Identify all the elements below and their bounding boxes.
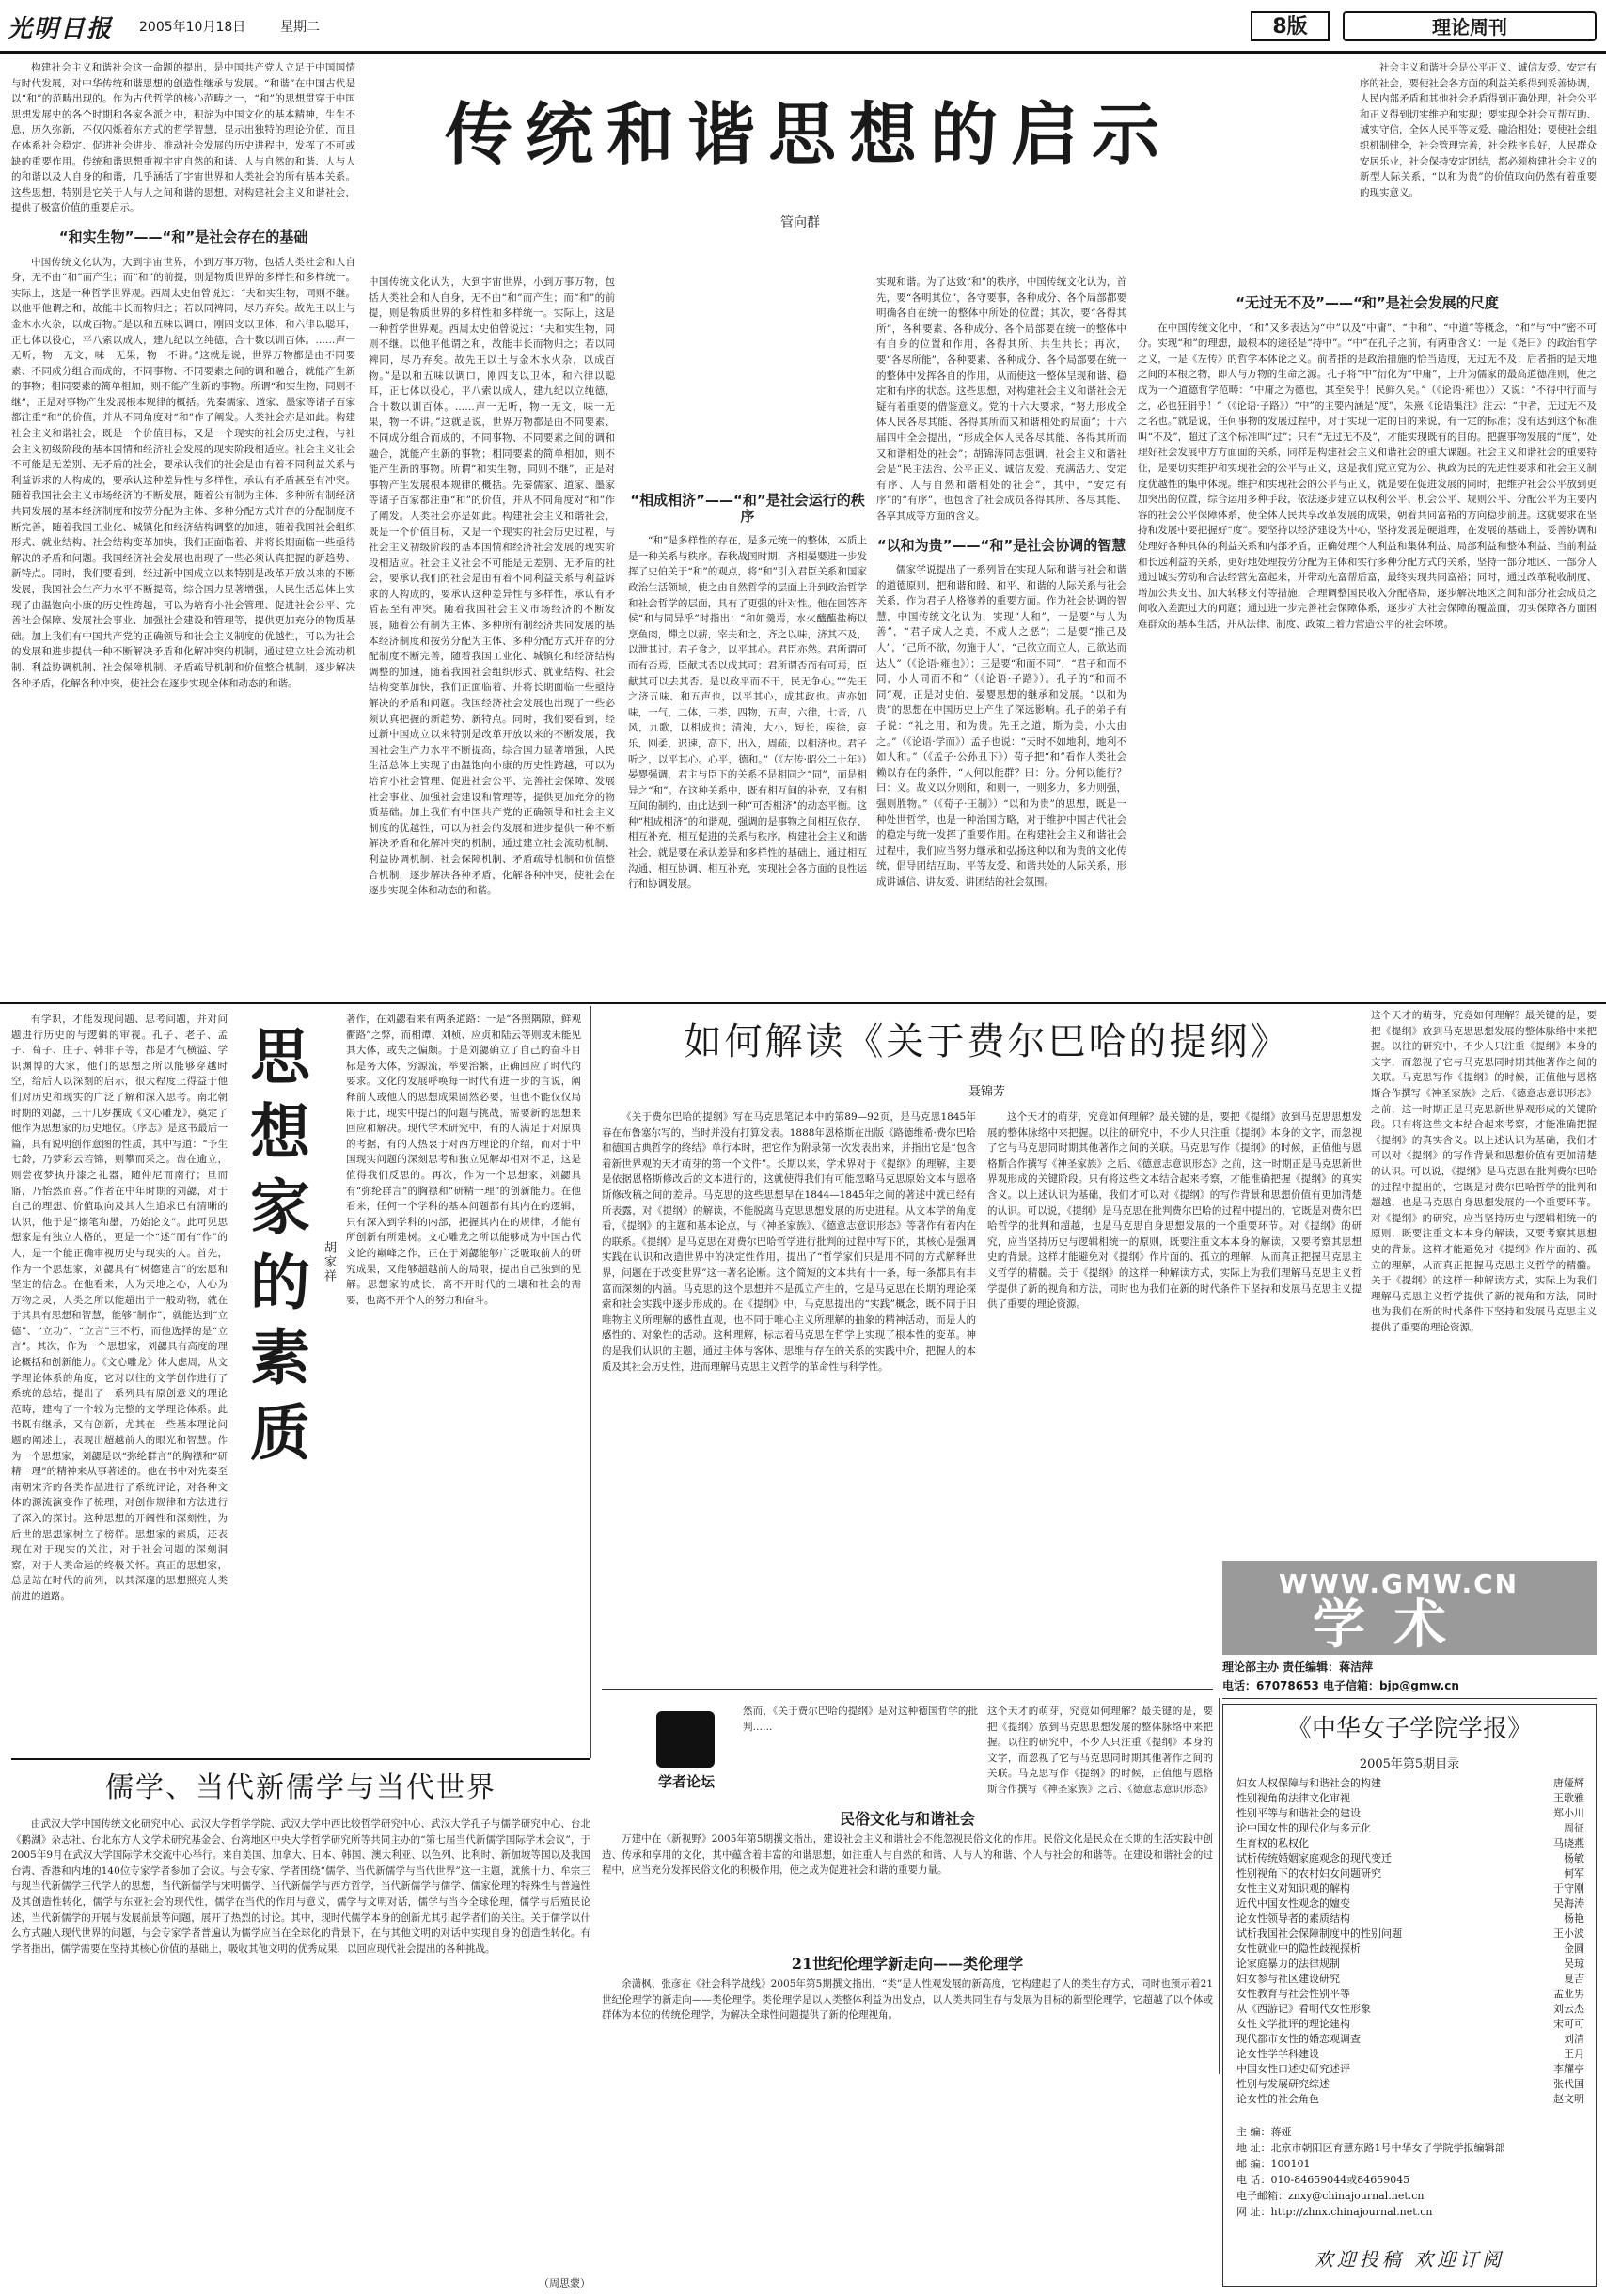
article-4-top-rule [11,1758,590,1760]
issue-date: 2005年10月18日 [139,20,246,35]
journal-toc-item [1236,1821,1584,1836]
journal-toc-author: 唐娅辉 [1553,1777,1584,1789]
journal-toc-item [1236,1911,1584,1926]
journal-toc-title: 现代都市女性的婚恋观调查 [1236,2033,1361,2045]
journal-toc-title: 论女性领导者的素质结构 [1236,1912,1350,1925]
journal-toc-author: 马晓燕 [1553,1837,1584,1849]
article-1-subhead-3: “以和为贵”——“和”是社会协调的智慧 [876,536,1126,554]
journal-toc-title: 论女性学学科建设 [1236,2048,1319,2060]
journal-toc-author: 孟亚男 [1553,1988,1584,2000]
article-1-body-3: 实现和谐。为了达致“和”的秩序，中国传统文化认为，首先，要“各明其位”，各守要事，各种成分、各个局部都要明确各自在统一的整体中所处的位置；其次，要“各得其所”，各种要素、各种成分、各个局部要在统一的整体中有自身的位置和作用，各得其所、共生共长；再次，要“各尽所能”，各种要素、各种成分、各个局部要在统一的整体中发挥各自的作用，从而使这一整体呈现和谐、稳定和有序的状态。这些思想，对构建社会主义和谐社会无疑有着重要的借鉴意义。党的十六大要求，“努力形成全体人民各尽其能、各得其所而又和谐相处的局面”；十六届四中全会提出，“形成全体人民各尽其能、各得其所而又和谐相处的社会”；胡锦涛同志强调，社会主义和谐社会是“民主法治、公平正义、诚信友爱、充满活力、安定有序、人与自然和谐相处的社会”，其中，“安定有序”的“有序”，也包含了社会成员各得其所、各尽其能、各享其成等方面的含义。 [876,276,1126,522]
journal-toc-title: 中国女性口述史研究述评 [1236,2063,1350,2075]
journal-toc-item [1236,2047,1584,2062]
journal-title: 《中华女子学院学报》 [1286,1715,1532,1743]
journal-toc-author: 王歌雅 [1553,1792,1584,1804]
journal-slogan: 欢迎投稿 欢迎订阅 [1314,2248,1505,2271]
forum-intro-2 [987,1704,1213,1798]
journal-toc-title: 试析我国社会保障制度中的性别问题 [1236,1927,1402,1940]
forum-item-2-title: 21世纪伦理学新走向——类伦理学 [791,1955,1024,1973]
journal-toc-item [1236,1836,1584,1851]
journal-toc-item [1236,2002,1584,2017]
journal-toc-title: 女性教育与社会性别平等 [1236,1988,1350,2000]
forum-intro-text-2: 这个天才的萌芽，究竟如何理解？最关键的是，要把《提纲》放到马克思思想发展的整体脉络中来把握。以往的研究中，不少人只注重《提纲》本身的文字，而忽视了它与马克思同时期其他著作之间的关联。马克思写作《提纲》的时候，正值他与恩格斯合作撰写《神圣家族》之后、《德意志意识形态》 [987,1706,1213,1795]
journal-footer-line: 地 址：北京市朝阳区育慧东路1号中华女子学院学报编辑部 [1236,2142,1505,2154]
journal-toc-title: 从《西游记》看明代女性形象 [1236,2003,1371,2015]
journal-toc-item [1236,1866,1584,1881]
journal-toc-title: 性别与发展研究综述 [1236,2078,1330,2090]
journal-toc-item [1236,2092,1584,2107]
article-3-col-2 [987,1109,1362,1551]
forum-intro-text: 然而，《关于费尔巴哈的提纲》是对这种德国哲学的批判…… [743,1706,978,1733]
journal-toc-author: 张代国 [1553,2078,1584,2090]
page-number: 8版 [1251,11,1330,41]
article-1-bottom-rule [0,1002,1606,1004]
article-2-author [320,1241,337,1297]
forum-item-1-text: 万建中在《新视野》2005年第5期撰文指出，建设社会主义和谐社会不能忽视民俗文化的作用。民俗文化是民众在长期的生活实践中创造、传承和享用的文化，其中蕴含着丰富的和谐思想，如注重人与自然的和谐、人与人的和谐、个人与社会的和谐等。在建设和谐社会的过程中，应当充分发挥民俗文化的积极作用，使之成为促进社会和谐的重要力量。 [602,1833,1213,1877]
journal-toc-author: 刘清 [1564,2033,1584,2045]
journal-toc-author: 杨敏 [1564,1852,1584,1864]
article-1-intro: 构建社会主义和谐社会这一命题的提出，是中国共产党人立足于中国国情与时代发展，对中华传统和谐思想的创造性继承与发展。“和谐”在中国古代是以“和”的范畴出现的。作为古代哲学的核心范畴之一，“和”的思想贯穿于中国思想发展史的各个时期和各家各派之中，积淀为中国文化的基本精神，生生不息，历久弥新，不仅闪烁着东方式的哲学智慧，显示出独特的理论价值，而且在体系社会稳定、促进社会进步、推动社会发展的历史进程中，发挥了不可或缺的重要作用。传统和谐思想重视宇宙自然的和谐、人与自然的和谐、人与人的和谐以及人自身的和谐，几乎涵括了宇宙世界和人类社会的所有基本关系。这些思想，特别是它关于人与人之间和谐的思想，对构建社会主义和谐社会，提供了极富价值的重要启示。 [11,62,355,214]
journal-toc-title: 论家庭暴力的法律规制 [1236,1958,1340,1970]
journal-toc-title: 近代中国女性观念的嬗变 [1236,1897,1350,1910]
journal-toc-title: 妇女参与社区建设研究 [1236,1973,1340,1985]
article-2-body-2: 著作，在刘勰看来有两条道路：一是“各照隅隙，鲜观衢路”之弊，而相谭、刘桢、应贞和陆云等则或未能见其大体，或失之偏颇。于是刘勰确立了自己的奋斗目标是务大体，穷源流，举要治繁，正确回应了时代的要求。文化的发展呼唤每一时代有进一步的言说，阐释前人或他人的思想成果固然必要，但也不能仅仅局限于此，现实中提出的问题与挑战，需要新的思想来回应和解决。现代学术研究中，有的人满足于对原典的考据，有的人热衷于对西方理论的介绍，而对于中国现实问题的深刻思考和独立见解却相对不足，这是值得我们反思的。再次，作为一个思想家，刘勰具有“弥纶群言”的胸襟和“研精一理”的创新能力。在他看来，任何一个学科的基本问题都有其内在的逻辑，只有深入到学科的内部，把握其内在的规律，才能有所创新有所建树。文心雕龙之所以能够成为中国古代文论的巅峰之作，正在于刘勰能够广泛吸取前人的研究成果，又能够超越前人的局限，提出自己独到的见解。思想家的成长，离不开时代的土壤和社会的需要，也离不开个人的努力和奋斗。 [346,1014,581,1306]
newspaper-logo: 光明日报 [8,15,114,43]
journal-toc-title: 妇女人权保障与和谐社会的构建 [1236,1777,1381,1789]
article-3-col-1 [602,1109,976,1683]
journal-toc-title: 性别视角下的农村妇女问题研究 [1236,1867,1381,1879]
article-1-body-1-cont: 中国传统文化认为，大到宇宙世界，小到万事万物，包括人类社会和人自身，无不由“和”而产生；而“和”的前提，则是物质世界的多样性和多样统一。实际上，这是一种哲学世界观。西周太史伯曾说过：“夫和实生物，同则不继。以他平他谓之和，故能丰长而物归之；若以同裨同，尽乃弃矣。故先王以土与金木水火杂，以成百物。”是以和五味以调口，刚四支以卫体，和六律以聪耳，正七体以役心，平八索以成人，建九纪以立纯德，合十数以训百体。……声一无听，物一无文，味一无果，物一不讲。”这就是说，世界万物都是由不同要素、不同成分组合而成的，不同事物、不同要素之间的调和融合，就能产生新的事物；相同要素的简单相加，则不能产生新的事物。所谓“和实生物，同则不继”，正是对事物产生发展根本规律的概括。先秦儒家、道家、墨家等诸子百家都注重“和”的价值，并从不同角度对“和”作了阐发。人类社会亦是如此。构建社会主义和谐社会，既是一个价值目标，又是一个现实的社会历史过程，与社会主义初级阶段的基本国情和经济社会发展的现实阶段相适应。社会主义社会不可能是无差别、无矛盾的社会，要承认我们的社会是由有着不同利益关系与利益诉求的人构成的，要承认这种差异性与多样性，承认有矛盾甚至有冲突。随着我国社会主义市场经济的不断发展，随着公有制为主体、多种所有制经济共同发展的基本经济制度和按劳分配为主体、多种分配方式并存的分配制度不断完善，随着我国工业化、城镇化和经济结构调整的加速，随着我国社会组织形式、就业结构、社会结构变革加快，我们正面临着、并将长期面临一些亟待解决的矛盾和问题。我国经济社会发展也出现了一些必须认真把握的新趋势、新特点。同时，我们要看到，经过新中国成立以来特别是改革开放以来的不断发展，我国社会生产力水平不断提高，综合国力显著增强，人民生活总体上实现了由温饱向小康的历史性跨越，可以为培育小社会管理、促进社会公平、完善社会保障、发展社会事业、加强社会建设和管理等，提供更加充分的物质基础。加上我们有中国共产党的正确领导和社会主义制度的优越性，可以为社会的发展和进步提供一种不断解决矛盾和化解冲突的机制，通过建立社会流动机制、利益协调机制、社会保障机制、矛盾疏导机制和价值整合机制，逐步解决各种矛盾，化解各种冲突，使社会在逐步实现全体和动态的和谐。 [369,276,615,897]
journal-toc-title: 性别平等与和谐社会的建设 [1236,1807,1361,1819]
section-badge-label: 理论周刊 [1432,16,1507,39]
article-4-col [11,1816,590,2272]
journal-toc-author: 杨艳 [1564,1912,1584,1925]
article-3-body-3: 这个天才的萌芽，究竟如何理解？最关键的是，要把《提纲》放到马克思思想发展的整体脉络中来把握。以往的研究中，不少人只注重《提纲》本身的文字，而忽视了它与马克思同时期其他著作之间的关联。马克思写作《提纲》的时候，正值他与恩格斯合作撰写《神圣家族》之后、《德意志意识形态》之前，这一时期正是马克思新世界观形成的关键阶段。只有将这些文本结合起来考察，才能准确把握《提纲》的真实含义。以上述认识为基础，我们才可以对《提纲》的写作背景和思想价值有更加清楚的认识。可以说，《提纲》是马克思在批判费尔巴哈的过程中提出的，它既是对费尔巴哈哲学的批判和超越，也是马克思自身思想发展的一个重要环节。对《提纲》的研究，应当坚持历史与逻辑相统一的原则，既要注重文本本身的解读，又要考察其思想史的背景。这样才能避免对《提纲》作片面的、孤立的理解，从而真正把握马克思主义哲学的精髓。关于《提纲》的这样一种解读方式，实际上为我们理解马克思主义哲学提供了新的视角和方法，同时也为我们在新的时代条件下坚持和发展马克思主义提供了重要的理论资源。 [1371,1010,1597,1333]
forum-badge [649,1711,724,1796]
article-1-author: 管向群 [780,215,820,230]
journal-toc-item [1236,1972,1584,1987]
journal-toc-author: 王月 [1564,2048,1584,2060]
forum-item-2-text: 余潇枫、张彦在《社会科学战线》2005年第5期撰文指出，“类”是人性观发展的新高度，它构建起了人的类生存方式，同时也预示着21世纪伦理学的新走向——类伦理学。类伦理学是以人类整体利益为出发点，以人类共同生存与发展为目标的新型伦理学，它超越了以个体或群体为本位的传统伦理学，为解决全球性问题提供了新的伦理视角。 [602,1978,1213,2021]
journal-toc-item [1236,1881,1584,1896]
journal-toc-item [1236,2017,1584,2032]
journal-footer-line: 网 址：http://zhnx.chinajournal.net.cn [1236,2206,1433,2218]
section-badge [1343,11,1597,41]
forum-item-2 [602,1976,1213,2085]
article-2-col-1 [11,1012,228,1754]
journal-footer-line: 主 编：蒋娅 [1236,2126,1292,2138]
journal-footer-line: 邮 编：100101 [1236,2158,1311,2170]
article-2-right-rule [590,1006,591,1758]
article-1-body-2: “和”是多样性的存在，是多元统一的整体，本质上是一种关系与秩序。春秋战国时期，齐相晏婴进一步发挥了史伯关于“和”的观点，将“和”引入君臣关系和国家政治生活领域，使之由自然哲学的层面上升到政治哲学和社会哲学的层面，具有了更强的针对性。他在回答齐侯“和与同异乎”时指出：“和如羹焉，水火醯醢盐梅以烹鱼肉，燀之以薪，宰夫和之，齐之以味，济其不及，以泄其过。君子食之，以平其心。君臣亦然。君所谓可而有否焉，臣献其否以成其可；君所谓否而有可焉，臣献其可以去其否。是以政平而不干，民无争心。”“先王之济五味、和五声也，以平其心，成其政也。声亦如味，一气，二体，三类，四物，五声，六律，七音，八风，九歌，以相成也；清浊，大小，短长，疾徐，哀乐，刚柔，迟速，高下，出入，周疏，以相济也。君子听之，以平其心。心平，德和。”（《左传·昭公二十年》）晏婴强调，君主与臣下的关系不是相同之“同”，而是相异之“和”。在这种关系中，既有相互间的补充，又有相互间的制约，由此达到一种“可否相济”的动态平衡。这种“相成相济”的和谐观，强调的是事物之间相互依存、相互补充、相互促进的关系与秩序。构建社会主义和谐社会，就是要在承认差异和多样性的基础上，通过相互沟通、相互协调、相互补充，实现社会各方面的良性运行和协调发展。 [628,535,867,890]
journal-toc-author: 于守刚 [1553,1882,1584,1895]
xueshu-banner [1222,1561,1597,1655]
journal-toc-author: 吴琼 [1564,1958,1584,1970]
article-4-author: （周思蒙） [539,2277,590,2289]
article-3-body-2: 这个天才的萌芽，究竟如何理解？最关键的是，要把《提纲》放到马克思思想发展的整体脉络中来把握。以往的研究中，不少人只注重《提纲》本身的文字，而忽视了它与马克思同时期其他著作之间的关联。马克思写作《提纲》的时候，正值他与恩格斯合作撰写《神圣家族》之后、《德意志意识形态》之前，这一时期正是马克思新世界观形成的关键阶段。只有将这些文本结合起来考察，才能准确把握《提纲》的真实含义。以上述认识为基础，我们才可以对《提纲》的写作背景和思想价值有更加清楚的认识。可以说，《提纲》是马克思在批判费尔巴哈的过程中提出的，它既是对费尔巴哈哲学的批判和超越，也是马克思自身思想发展的一个重要环节。对《提纲》的研究，应当坚持历史与逻辑相统一的原则，既要注重文本本身的解读，又要考察其思想史的背景。这样才能避免对《提纲》作片面的、孤立的理解，从而真正把握马克思主义哲学的精髓。关于《提纲》的这样一种解读方式，实际上为我们理解马克思主义哲学提供了新的视角和方法，同时也为我们在新的时代条件下坚持和发展马克思主义提供了重要的理论资源。 [987,1111,1362,1311]
article-1-col-5 [1360,60,1597,275]
article-1-title: 传统和谐思想的启示 [444,94,1173,174]
xueshu-editor-line: 理论部主办 责任编辑：蒋洁萍 [1222,1660,1374,1674]
article-2-title [237,1025,312,1617]
journal-toc-item [1236,1957,1584,1972]
article-3-col-3 [1371,1008,1597,1534]
journal-toc-author: 郑小川 [1553,1807,1584,1819]
article-1-col-3 [628,275,867,1000]
xueshu-title: 学术 [1313,1596,1474,1655]
article-2-col-2 [346,1012,581,1754]
journal-footer-line: 电子邮箱：znxy@chinajournal.net.cn [1236,2190,1425,2202]
article-1-col-2 [369,275,615,1000]
journal-issue: 2005年第5期目录 [1359,1757,1460,1771]
journal-toc-author: 李耀亭 [1553,2063,1584,2075]
article-4-title: 儒学、当代新儒学与当代世界 [105,1771,496,1804]
article-1-col-4 [876,275,1126,1000]
journal-toc [1236,1776,1584,2107]
article-1-subhead-2: “相成相济”——“和”是社会运行的秩序 [630,492,865,525]
article-1-col-6 [1138,275,1597,1000]
journal-toc-title: 性别视角的法律文化审视 [1236,1792,1350,1804]
masthead-rule [0,51,1606,54]
journal-toc-item [1236,2032,1584,2047]
article-2-author-text: 胡家祥 [322,1241,336,1283]
article-1-body-4: 儒家学说提出了一系列旨在实现人际和谐与社会和谐的道德原则，把和谐和睦、和平、和谐的人际关系与社会关系，作为君子人格修养的重要方面。作为社会协调的智慧，中国传统文化认为，实现“人和”，一是要“与人为善”，“君子成人之美，不成人之恶”；二是要“推己及人”，“己所不欲，勿施于人”，“己欲立而立人，己欲达而达人”（《论语·雍也》）；三是要“和而不同”，“君子和而不同，小人同而不和”（《论语·子路》）。孔子的“和而不同”观，正是对史伯、晏婴思想的继承和发展。“以和为贵”的思想在中国历史上产生了深远影响。孔子的弟子有子说：“礼之用，和为贵。先王之道，斯为美，小大由之。”（《论语·学而》）孟子也说：“天时不如地利，地利不如人和。”（《孟子·公孙丑下》）荀子把“和”看作人类社会赖以存在的条件，“人何以能群？曰：分。分何以能行？曰：义。故义以分则和，和则一，一则多力，多力则强，强则胜物。”（《荀子·王制》）“以和为贵”的思想，既是一种处世哲学，也是一种治国方略，对于维护中国古代社会的稳定与统一发挥了重要作用。在构建社会主义和谐社会过程中，我们应当努力继承和弘扬这种以和为贵的文化传统，倡导团结互助、平等友爱、和谐共处的人际关系，形成讲诚信、讲友爱、讲团结的社会氛围。 [876,564,1126,888]
article-4-body: 由武汉大学中国传统文化研究中心、武汉大学哲学学院、武汉大学中西比较哲学研究中心、武汉大学孔子与儒学研究中心、台北《鹅湖》杂志社、台北东方人文学术研究基金会、台湾地区中央大学哲学研究所等共同主办的“第七届当代新儒学国际学术会议”，于2005年9月在武汉大学国际学术交流中心举行。来自美国、加拿大、日本、韩国、澳大利亚、以色列、比利时、新加坡等国以及我国台湾、香港和内地的140位专家学者参加了会议。与会专家、学者围绕“儒学、当代新儒学与当代世界”这一主题，就熊十力、牟宗三与现当代新儒学三代学人的思想，当代新儒学与宋明儒学、当代新儒学与西方哲学，当代新儒学与儒学、儒家伦理的特殊性与普遍性及其创造性转化，儒学与东亚社会的现代性，儒学在当代的作用与意义，儒学与文明对话，儒学与当今全球伦理，儒学与后殖民论述，当代新儒学的开展与发展前景等问题，展开了热烈的讨论。其中，现时代儒学本身的创新尤其引起学者们的关注。关于儒学以什么方式融入现代世界的问题，与会专家学者普遍认为儒学应当在全球化的背景下，在与其他文明的对话中实现自身的创造性转化。有学者指出，儒学需要在坚持其核心价值的基础上，吸收其他文明的优秀成果，以回应现代社会提出的各种挑战。 [11,1818,590,1955]
journal-footer [1236,2124,1584,2227]
journal-toc-author: 金圆 [1564,1942,1584,1955]
article-3-title: 如何解读《关于费尔巴哈的提纲》 [684,1020,1291,1063]
website-banner: WWW.GMW.CN [1279,1568,1519,1599]
forum-badge-icon [656,1711,715,1768]
journal-toc-item [1236,1926,1584,1942]
journal-toc-author: 王小波 [1553,1927,1584,1940]
article-3-body: 《关于费尔巴哈的提纲》写在马克思笔记本中的第89—92页，是马克思1845年春在布鲁塞尔写的，当时并没有打算发表。1888年恩格斯在出版《路德维希·费尔巴哈和德国古典哲学的终结》单行本时，把它作为附录第一次发表出来，并指出它是“包含着新世界观的天才萌芽的第一个文件”。长期以来，学术界对于《提纲》的理解，主要是依据恩格斯修改后的文本进行的，这就使得我们有可能忽略马克思原始文本与恩格斯修改稿之间的差异。马克思的这些思想早在1844—1845年之间的著述中就已经有所表露，对《提纲》的解读，不能脱离马克思思想发展的历史进程。从文本学的角度看，《提纲》的主题和基本论点，与《神圣家族》、《德意志意识形态》等著作有着内在的联系。《提纲》是马克思在对费尔巴哈哲学进行批判的过程中写下的，其核心是强调实践在认识和改造世界中的决定性作用，提出了“哲学家们只是用不同的方式解释世界，问题在于改变世界”这一著名论断。这个简短的文本共有十一条，每一条都具有丰富而深刻的内涵。马克思的这个思想并不是孤立产生的，它是马克思在长期的理论探索和社会实践中逐步形成的。在《提纲》中，马克思提出的“实践”概念，既不同于旧唯物主义所理解的感性直观，也不同于唯心主义所理解的抽象的精神活动，而是人的感性的、对象性的活动。这种理解，标志着马克思在哲学上实现了根本性的变革。神的是我们认识的主题，通过主体与客体、思维与存在的关系的实践中介，把握人的本质及其社会历史性，进而理解马克思主义哲学的革命性与科学性。 [602,1111,976,1373]
article-1-subhead-1: “和实生物”——“和”是社会存在的基础 [58,228,308,245]
journal-toc-author: 宋可可 [1553,2018,1584,2030]
article-1-subhead-4: “无过无不及”——“和”是社会发展的尺度 [1236,294,1499,311]
forum-item-1-title: 民俗文化与和谐社会 [839,1810,975,1828]
xueshu-rule [1222,1698,1597,1699]
journal-toc-title: 论中国女性的现代化与多元化 [1236,1822,1371,1834]
journal-toc-item [1236,1896,1584,1911]
issue-weekday: 星期二 [280,20,320,35]
journal-toc-item [1236,1776,1584,1791]
masthead [0,0,1606,53]
journal-toc-item [1236,1806,1584,1821]
journal-toc-item [1236,2077,1584,2092]
forum-badge-label: 学者论坛 [657,1773,715,1790]
article-2-title-text: 思想家的素质 [240,1025,310,1476]
journal-toc-author: 吴海涛 [1553,1897,1584,1910]
journal-toc-title: 试析传统婚姻家庭观念的现代变迁 [1236,1852,1392,1864]
journal-toc-title: 女性主义对知识观的解构 [1236,1882,1350,1895]
journal-toc-item [1236,1987,1584,2002]
article-3-author: 聂锦芳 [968,1085,1006,1099]
article-1-body-1: 中国传统文化认为，大到宇宙世界，小到万事万物，包括人类社会和人自身，无不由“和”而产生；而“和”的前提，则是物质世界的多样性和多样统一。实际上，这是一种哲学世界观。西周太史伯曾说过：“夫和实生物，同则不继。以他平他谓之和，故能丰长而物归之；若以同裨同，尽乃弃矣。故先王以土与金木水火杂，以成百物。”是以和五味以调口，刚四支以卫体，和六律以聪耳，正七体以役心，平八索以成人，建九纪以立纯德，合十数以训百体。……声一无听，物一无文，味一无果，物一不讲。”这就是说，世界万物都是由不同要素、不同成分组合而成的，不同事物、不同要素之间的调和融合，就能产生新的事物；相同要素的简单相加，则不能产生新的事物。所谓“和实生物，同则不继”，正是对事物产生发展根本规律的概括。先秦儒家、道家、墨家等诸子百家都注重“和”的价值，并从不同角度对“和”作了阐发。人类社会亦是如此。构建社会主义和谐社会，既是一个价值目标，又是一个现实的社会历史过程，与社会主义初级阶段的基本国情和经济社会发展的现实阶段相适应。社会主义社会不可能是无差别、无矛盾的社会，要承认我们的社会是由有着不同利益关系与利益诉求的人构成的，要承认这种差异性与多样性，承认有矛盾甚至有冲突。随着我国社会主义市场经济的不断发展，随着公有制为主体、多种所有制经济共同发展的基本经济制度和按劳分配为主体、多种分配方式并存的分配制度不断完善，随着我国工业化、城镇化和经济结构调整的加速，随着我国社会组织形式、就业结构、社会结构变革加快，我们正面临着、并将长期面临一些亟待解决的矛盾和问题。我国经济社会发展也出现了一些必须认真把握的新趋势、新特点。同时，我们要看到，经过新中国成立以来特别是改革开放以来的不断发展，我国社会生产力水平不断提高，综合国力显著增强，人民生活总体上实现了由温饱向小康的历史性跨越，可以为培育小社会管理、促进社会公平、完善社会保障、发展社会事业、加强社会建设和管理等，提供更加充分的物质基础。加上我们有中国共产党的正确领导和社会主义制度的优越性，可以为社会的发展和进步提供一种不断解决矛盾和化解冲突的机制，通过建立社会流动机制、利益协调机制、社会保障机制、矛盾疏导机制和价值整合机制，逐步解决各种矛盾，化解各种冲突，使社会在逐步实现全体和动态的和谐。 [11,256,355,689]
journal-toc-title: 论女性的社会角色 [1236,2093,1319,2105]
journal-toc-item [1236,1942,1584,1957]
article-1-body-6: 在中国传统文化中，“和”又多表达为“中”以及“中庸”、“中和”、“中道”等概念，“和”与“中”密不可分。实现“和”的理想，最根本的途径是“持中”。“中”在孔子之前，有两重含义：一是《尧曰》的政治哲学之义，一是《左传》的哲学本体论之义。前者指的是政治措施的恰当适度，无过无不及；后者指的是天地之间的本根之物，即人与万物的生命之源。孔子将“中”衍化为“中庸”，上升为儒家的最高道德准则，使之成为一个道德哲学范畴：“中庸之为德也，其至矣乎！民鲜久矣。”（《论语·雍也》）又说：“不得中行而与之，必也狂狷乎！”（《论语·子路》）“中”的主要内涵是“度”，朱熹《论语集注》注云：“中者，无过无不及之名也。”就是说，任何事物的发展过程中，对于实现一定的目的来说，有一定的标准；没有达到这个标准叫“不及”，超过了这个标准叫“过”；只有“无过无不及”，才能实现既有的目的。把握事物发展的“度”，处理好社会发展中方方面面的关系，同样是构建社会主义和谐社会的重大课题。社会主义和谐社会的重要特征，是要切实维护和实现社会的公平与正义，这是我们党立党为公、执政为民的先进性要求和社会主义制度优越性的集中体现。维护和实现社会的公平与正义，就是要在促进发展的同时，把维护社会公平放到更加突出的位置，综合运用多种手段，依法逐步建立以权利公平、机会公平、规则公平、分配公平为主要内容的社会公平保障体系，使全体人民共享改革发展的成果，朝着共同富裕的方向稳步前进。这就要求在坚持和发展中要把握好“度”。要坚持以经济建设为中心，坚持发展是硬道理，在发展的基础上，妥善协调和处理好各种具体的利益关系和内部矛盾，正确处理个人利益和集体利益、局部利益和整体利益、当前利益和长远利益的关系，更好地处理按劳分配为主体和实行多种分配方式的关系，坚持一部分地区、一部分人通过诚实劳动和合法经营先富起来，并带动先富帮后富，最终实现共同富裕；同时，通过改革税收制度、增加公共支出、加大转移支付等措施，合理调整国民收入分配格局，逐步解决地区之间和部分社会成员之间收入差距过大的问题；通过进一步完善社会保障体系，逐步扩大社会保障的覆盖面，切实保障各方面困难群众的基本生活，并从法律、制度、政策上着力营造公平的社会环境。 [1138,322,1597,630]
journal-ad [1222,1704,1597,2287]
journal-toc-title: 女性文学批评的理论建构 [1236,2018,1350,2030]
journal-toc-author: 夏吉 [1564,1973,1584,1985]
journal-toc-item [1236,1851,1584,1866]
forum-top-rule [602,1689,1213,1690]
journal-toc-title: 女性就业中的隐性歧视探析 [1236,1942,1361,1955]
journal-toc-item [1236,2062,1584,2077]
journal-toc-author: 赵文明 [1553,2093,1584,2105]
article-2-body: 有学识，才能发现问题、思考问题，并对问题进行历史的与逻辑的审视。孔子、老子、孟子、荀子、庄子、韩非子等，都是才气横溢、学识渊博的大家，他们的思想之所以能够穿越时空，给后人以深刻的启示，很大程度上得益于他们对历史和现实的广泛了解和深入思考。南北朝时期的刘勰，三十几岁撰成《文心雕龙》，奠定了他作为思想家的历史地位。《序志》是这书最后一篇，具有说明创作意图的性质，其中写道：“予生七龄，乃梦彩云若锦，则攀而采之。齿在逾立，则尝夜梦执丹漆之礼器，随仲尼而南行；旦而寤，乃怡然而喜。”作者在中年时期的刘勰，对于自己的理想、价值取向及其人生追求已有清晰的认识，他于是“搦笔和墨，乃始论文”。此可见思想家是有独立人格的，更是一个“述”而有“作”的人，是一个能正确审视历史与现实的人。首先，作为一个思想家，刘勰具有“树德建言”的宏愿和坚定的信念。在他看来，人为天地之心，人心为万物之灵，人类之所以能超出于一般动物，就在于其具有思想和智慧，能够“制作”，就能达到“立德”、“立功”、“立言”三不朽，而他选择的是“立言”。其次，作为一个思想家，刘勰具有高度的理论概括和创新能力。《文心雕龙》体大虑周，从文学理论体系的角度，它对以往的文学创作进行了系统的总结，提出了一系列具有原创意义的理论范畴，建构了一个较为完整的文学理论体系。此书既有继承，又有创新，尤其在一些基本理论问题的阐述上，表现出超越前人的眼光和智慧。作为一个思想家，刘勰是以“弥纶群言”的胸襟和“研精一理”的精神来从事著述的。他在书中对先秦至南朝宋齐的各类作品进行了系统评论，对各种文体的源流演变作了梳理，对创作规律和方法进行了深入的探讨。这种思想的开阔性和深刻性，为后世的思想家树立了榜样。思想家的素质，还表现在对于现实的关注，对于社会问题的深刻洞察，对于人类命运的终极关怀。真正的思想家，总是站在时代的前列，以其深邃的思想照亮人类前进的道路。 [11,1014,228,1602]
forum-item-1 [602,1832,1213,1941]
journal-toc-item [1236,1791,1584,1806]
article-1-col-1 [11,60,355,1000]
journal-footer-line: 电 话：010-84659044或84659045 [1236,2174,1410,2186]
xueshu-contact-line: 电话：67078653 电子信箱：bjp@gmw.cn [1222,1679,1459,1692]
journal-toc-author: 周征 [1564,1822,1584,1834]
journal-toc-title: 生育权的私权化 [1236,1837,1309,1849]
forum-intro [743,1704,978,1798]
forum-right-rule [1219,1698,1220,2074]
journal-toc-author: 何军 [1564,1867,1584,1879]
journal-toc-author: 刘云杰 [1553,2003,1584,2015]
article-1-body-5: 社会主义和谐社会是公平正义、诚信友爱、安定有序的社会，要使社会各方面的利益关系得到妥善协调，人民内部矛盾和其他社会矛盾得到正确处理，社会公平和正义得到切实维护和实现；要实现全社会互帮互助、诚实守信，全体人民平等友爱、融洽相处；要使社会组织机制健全，社会管理完善，社会秩序良好，人民群众安居乐业，社会保持安定团结，都必须构建社会主义的新型人际关系，“以和为贵”的价值取向仍然有着重要的现实意义。 [1360,62,1597,198]
